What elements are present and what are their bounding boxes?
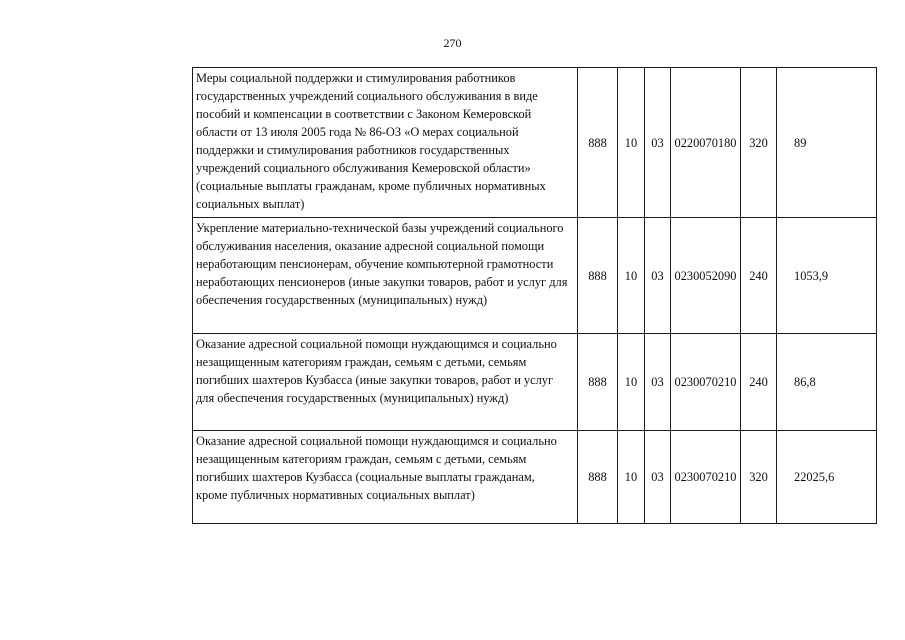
section-code-cell: 10 — [618, 218, 645, 334]
description-line: Меры социальной поддержки и стимулирования работников — [196, 71, 516, 85]
description-cell — [193, 431, 578, 524]
amount-cell: 1053,9 — [777, 218, 877, 334]
target-article-cell: 0230070210 — [671, 431, 741, 524]
page-number: 270 — [443, 36, 462, 50]
table-row — [193, 334, 877, 431]
description-cell — [193, 68, 578, 218]
description-line: погибших шахтеров Кузбасса (социальные выплаты гражданам, — [196, 470, 535, 484]
description-line: поддержки и стимулирования работников государственных — [196, 143, 510, 157]
table-row — [193, 218, 877, 334]
table-row — [193, 68, 877, 218]
description-line: области от 13 июля 2005 года № 86-ОЗ «О мерах социальной — [196, 125, 519, 139]
expense-type-cell: 320 — [741, 431, 777, 524]
description-line: неработающих пенсионеров (иные закупки товаров, работ и услуг для — [196, 275, 568, 289]
expense-type-cell: 240 — [741, 334, 777, 431]
description-cell — [193, 334, 578, 431]
description-line: для обеспечения государственных (муниципальных) нужд) — [196, 391, 509, 405]
subsection-code-cell: 03 — [645, 431, 671, 524]
description-line: учреждений социального обслуживания Кемеровской области» — [196, 161, 531, 175]
amount-cell: 86,8 — [777, 334, 877, 431]
table-row — [193, 431, 877, 524]
description-line: обеспечения государственных (муниципальных) нужд) — [196, 293, 488, 307]
target-article-cell: 0230052090 — [671, 218, 741, 334]
ministry-code-cell: 888 — [578, 68, 618, 218]
table-body — [193, 68, 877, 524]
amount-cell: 89 — [777, 68, 877, 218]
amount-cell: 22025,6 — [777, 431, 877, 524]
description-line: незащищенным категориям граждан, семьям с детьми, семьям — [196, 355, 527, 369]
ministry-code-cell: 888 — [578, 431, 618, 524]
description-line: (социальные выплаты гражданам, кроме публичных нормативных — [196, 179, 546, 193]
expense-type-cell: 320 — [741, 68, 777, 218]
ministry-code-cell: 888 — [578, 334, 618, 431]
description-line: Оказание адресной социальной помощи нуждающимся и социально — [196, 337, 557, 351]
description-line: кроме публичных нормативных социальных выплат) — [196, 488, 475, 502]
subsection-code-cell: 03 — [645, 218, 671, 334]
section-code-cell: 10 — [618, 334, 645, 431]
ministry-code-cell: 888 — [578, 218, 618, 334]
section-code-cell: 10 — [618, 68, 645, 218]
description-line: незащищенным категориям граждан, семьям с детьми, семьям — [196, 452, 527, 466]
description-line: неработающим пенсионерам, обучение компьютерной грамотности — [196, 257, 554, 271]
budget-table — [192, 67, 877, 524]
description-line: государственных учреждений социального обслуживания в виде — [196, 89, 538, 103]
description-line: пособий и компенсации в соответствии с Законом Кемеровской — [196, 107, 532, 121]
target-article-cell: 0220070180 — [671, 68, 741, 218]
description-line: Укрепление материально-технической базы учреждений социального — [196, 221, 564, 235]
section-code-cell: 10 — [618, 431, 645, 524]
description-line: обслуживания населения, оказание адресной социальной помощи — [196, 239, 545, 253]
target-article-cell: 0230070210 — [671, 334, 741, 431]
expense-type-cell: 240 — [741, 218, 777, 334]
subsection-code-cell: 03 — [645, 68, 671, 218]
description-line: Оказание адресной социальной помощи нуждающимся и социально — [196, 434, 557, 448]
subsection-code-cell: 03 — [645, 334, 671, 431]
description-cell — [193, 218, 578, 334]
description-line: социальных выплат) — [196, 197, 305, 211]
description-line: погибших шахтеров Кузбасса (иные закупки товаров, работ и услуг — [196, 373, 554, 387]
